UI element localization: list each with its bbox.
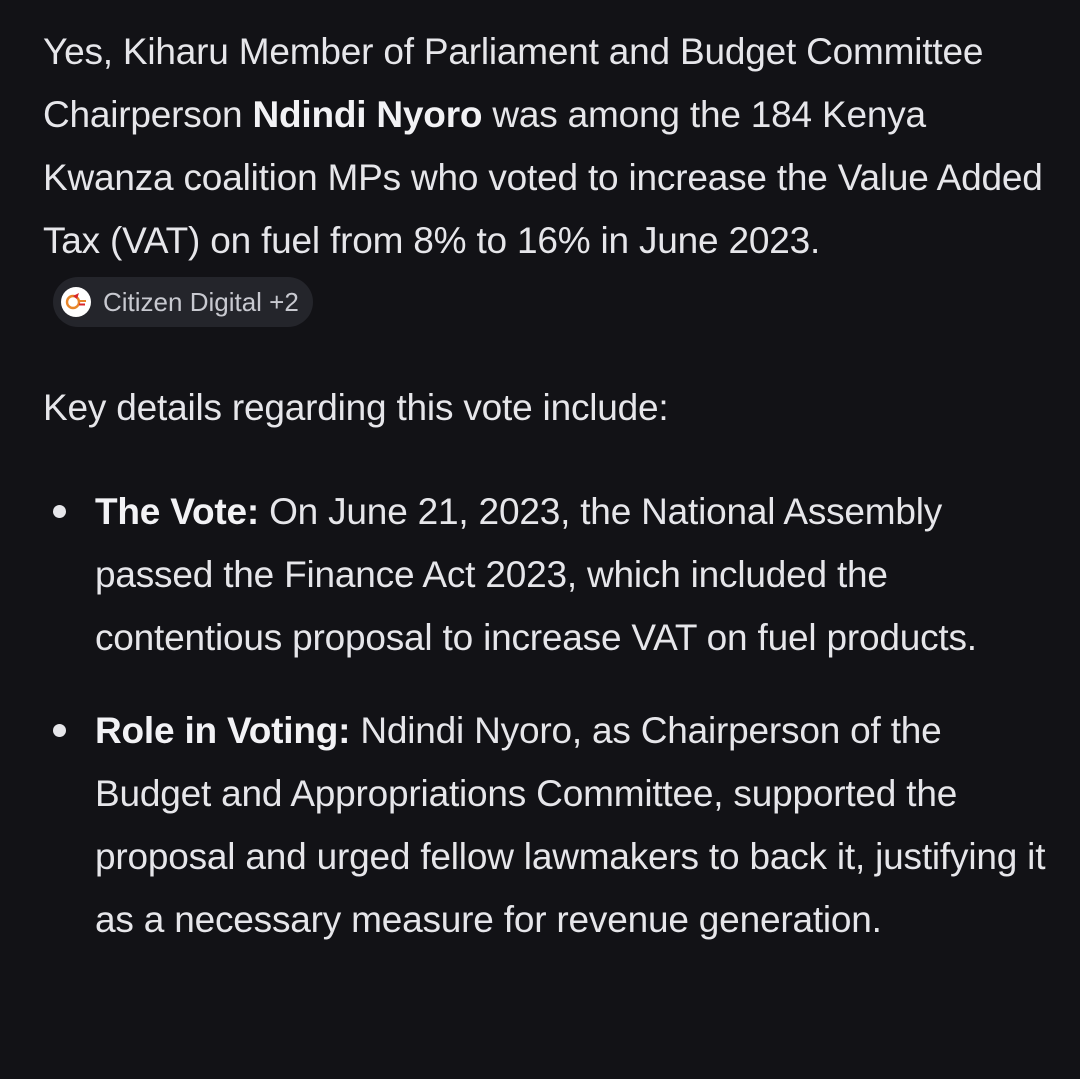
list-item — [43, 480, 1052, 669]
answer-text-start: Yes, Kiharu Member of Parliament and Budget Committee Chairperson — [43, 31, 984, 135]
highlighted-name: Ndindi Nyoro — [252, 94, 483, 135]
citizen-digital-logo-svg — [64, 290, 88, 314]
list-item-text: On June 21, 2023, the National Assembly passed the Finance Act 2023, which included the contentious proposal to increase VAT on fuel products. — [95, 491, 977, 658]
details-intro: Key details regarding this vote include: — [43, 387, 669, 428]
list-item-lead: The Vote: — [95, 491, 260, 532]
bullet-icon — [53, 505, 66, 518]
source-chip[interactable] — [53, 277, 313, 327]
citizen-digital-logo-icon — [61, 287, 91, 317]
bullet-icon — [53, 724, 66, 737]
details-list — [43, 480, 1052, 951]
answer-text-end: was among the 184 Kenya Kwanza coalition MPs who voted to increase the Value Added Tax (VAT) on fuel from 8% to 16% in June 2023. — [43, 94, 1043, 261]
list-item-lead: Role in Voting: — [95, 710, 351, 751]
list-item — [43, 699, 1052, 951]
source-chip-label: Citizen Digital +2 — [103, 287, 299, 317]
answer-paragraph — [43, 20, 1052, 335]
list-item-text: Ndindi Nyoro, as Chairperson of the Budget and Appropriations Committee, supported the proposal and urged fellow lawmakers to back it, justifying it as a necessary measure for revenue generation. — [95, 710, 1046, 940]
